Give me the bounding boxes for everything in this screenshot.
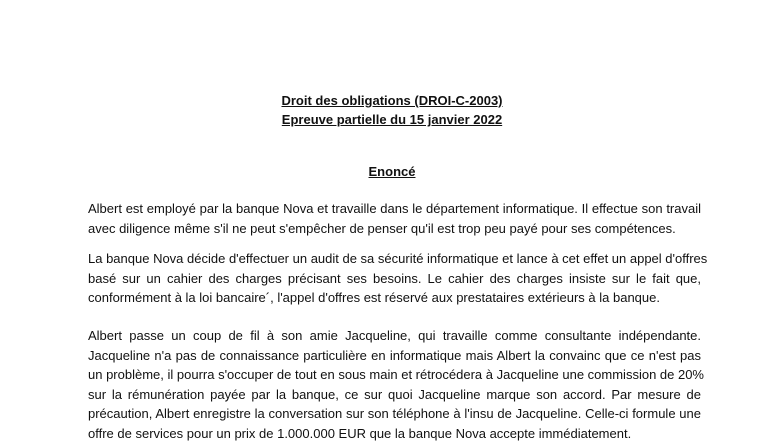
text-line: basé sur un cahier des charges précisant ses besoins. Le cahier des charges insiste sur le fait que, bbox=[88, 270, 701, 286]
text-line: offre de services pour un prix de 1.000.000 EUR que la banque Nova accepte immédiatement. bbox=[88, 425, 632, 441]
section-heading: Enoncé bbox=[368, 164, 416, 179]
paragraph-2 bbox=[88, 249, 708, 308]
text-line: un problème, il pourra s'occuper de tout en sous main et rétrocédera à Jacqueline une commission de 20% bbox=[88, 367, 704, 383]
paragraph-1 bbox=[88, 199, 701, 238]
text-line: Albert passe un coup de fil à son amie Jacqueline, qui travaille comme consultante indépendante. bbox=[88, 328, 701, 343]
text-line: sur la rémunération payée par la banque, ce sur quoi Jacqueline marque son accord. Par mesure de bbox=[88, 386, 701, 402]
text-line: Jacqueline n'a pas de connaissance particulière en informatique mais Albert la convainc que ce n'est pas bbox=[88, 347, 701, 363]
document-title: Droit des obligations (DROI-C-2003) bbox=[281, 93, 503, 108]
text-line: Albert est employé par la banque Nova et travaille dans le département informatique. Il effectue son travail bbox=[88, 201, 701, 216]
paragraph-3 bbox=[88, 326, 704, 444]
text-line: La banque Nova décide d'effectuer un audit de sa sécurité informatique et lance à cet effet un appel d'offres bbox=[88, 251, 708, 266]
text-line: conformément à la loi bancaire´, l'appel d'offres est réservé aux prestataires extérieurs à la banque. bbox=[88, 290, 660, 306]
text-line: précaution, Albert enregistre la conversation sur son téléphone à l'insu de Jacqueline. Celle-ci formule une bbox=[88, 406, 701, 422]
document-subtitle: Epreuve partielle du 15 janvier 2022 bbox=[281, 112, 503, 127]
text-line: avec diligence même s'il ne peut s'empêcher de penser qu'il est trop peu payé pour ses compétences. bbox=[88, 220, 676, 236]
